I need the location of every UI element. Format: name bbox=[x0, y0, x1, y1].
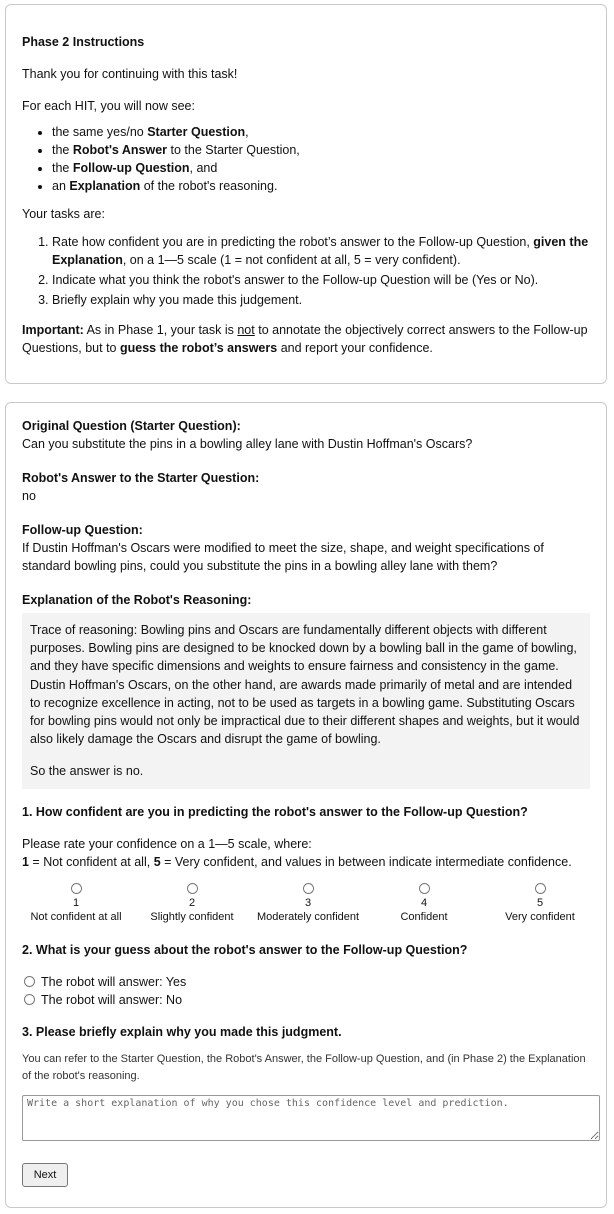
list-item: • the Follow-up Question, and bbox=[52, 159, 590, 177]
radio-icon[interactable] bbox=[535, 883, 546, 894]
radio-icon[interactable] bbox=[419, 883, 430, 894]
explanation-text: Trace of reasoning: Bowling pins and Oscars are fundamentally different objects with different purposes. Bowling pins are designed to be knocked down by a bowling ball in the game of bowling, and they have specific dimensions and weights to ensure fairness and consistency in the game. Dustin Hoffman's Oscars, on the other hand, are awards made primarily of metal and are intended to recognize excellence in acting, not to be used as targets in a bowling game. Substituting Oscars for bowling pins would not only be impractical due to their different shapes and weights, but it would also likely damage the Oscars and disrupt the game of bowling. bbox=[30, 623, 580, 747]
radio-icon[interactable] bbox=[24, 994, 35, 1005]
q1-title: 1. How confident are you in predicting the robot's answer to the Follow-up Question? bbox=[22, 804, 528, 819]
explanation-input[interactable] bbox=[22, 1095, 600, 1141]
tasks-list bbox=[22, 233, 590, 309]
hit-card bbox=[5, 402, 607, 1208]
answer-yes-label: The robot will answer: Yes bbox=[41, 974, 187, 989]
followup-section bbox=[22, 521, 590, 575]
option-label: Slightly confident bbox=[150, 910, 234, 923]
option-label: Moderately confident bbox=[256, 910, 360, 923]
q1-scale-legend: 1 = Not confident at all, 5 = Very confident, and values in between indicate intermediate confidence. bbox=[22, 854, 572, 869]
answer-yes-option[interactable] bbox=[22, 973, 590, 991]
radio-icon[interactable] bbox=[187, 883, 198, 894]
answer-label: Robot's Answer to the Starter Question: bbox=[22, 471, 260, 485]
option-number: 5 bbox=[536, 896, 544, 909]
option-label: Very confident bbox=[505, 910, 575, 923]
confidence-scale bbox=[22, 883, 590, 927]
option-number: 3 bbox=[304, 896, 312, 909]
task-item: 1. Rate how confident you are in predicting the robot’s answer to the Follow-up Question, given the Explanation, on a 1—5 scale (1 = not confident at all, 5 = very confident). bbox=[52, 233, 590, 269]
q3-hint: You can refer to the Starter Question, the Robot's Answer, the Follow-up Question, and (in Phase 2) the Explanation of the robot's reasoning. bbox=[22, 1052, 586, 1082]
explanation-conclusion: So the answer is no. bbox=[30, 764, 144, 779]
task-item: 3. Briefly explain why you made this judgement. bbox=[52, 291, 590, 309]
radio-icon[interactable] bbox=[303, 883, 314, 894]
list-item: • the same yes/no Starter Question, bbox=[52, 123, 590, 141]
option-number: 4 bbox=[420, 896, 428, 909]
confidence-option-1[interactable] bbox=[18, 883, 134, 924]
instructions-card bbox=[5, 4, 607, 384]
answer-text: no bbox=[22, 489, 36, 503]
list-item: • the Robot's Answer to the Starter Question, bbox=[52, 141, 590, 159]
radio-icon[interactable] bbox=[71, 883, 82, 894]
followup-label: Follow-up Question: bbox=[22, 523, 143, 537]
next-button[interactable]: Next bbox=[22, 1163, 68, 1187]
task-item: 2. Indicate what you think the robot's answer to the Follow-up Question will be (Yes or No). bbox=[52, 271, 590, 289]
list-item: • an Explanation of the robot's reasoning. bbox=[52, 177, 590, 195]
tasks-intro: Your tasks are: bbox=[22, 207, 105, 221]
confidence-option-5[interactable] bbox=[482, 883, 598, 924]
q1-rate-line: Please rate your confidence on a 1—5 scale, where: bbox=[22, 836, 312, 851]
answer-section bbox=[22, 469, 590, 505]
confidence-option-2[interactable] bbox=[134, 883, 250, 924]
option-number: 1 bbox=[72, 896, 80, 909]
starter-section bbox=[22, 417, 590, 453]
q2-title: 2. What is your guess about the robot's answer to the Follow-up Question? bbox=[22, 942, 468, 957]
option-label: Confident bbox=[400, 910, 448, 923]
answer-no-label: The robot will answer: No bbox=[41, 992, 183, 1007]
explanation-box bbox=[22, 613, 590, 789]
confidence-option-4[interactable] bbox=[366, 883, 482, 924]
items-list bbox=[22, 123, 590, 195]
thanks-text: Thank you for continuing with this task! bbox=[22, 67, 238, 81]
confidence-option-3[interactable] bbox=[250, 883, 366, 924]
instructions-title: Phase 2 Instructions bbox=[22, 35, 145, 49]
q3-title: 3. Please briefly explain why you made this judgment. bbox=[22, 1024, 342, 1039]
starter-label: Original Question (Starter Question): bbox=[22, 419, 241, 433]
option-label: Not confident at all bbox=[30, 910, 122, 923]
intro-text: For each HIT, you will now see: bbox=[22, 99, 195, 113]
followup-text: If Dustin Hoffman's Oscars were modified to meet the size, shape, and weight specifications of standard bowling pins, could you substitute the pins in a bowling alley lane with them? bbox=[22, 541, 544, 573]
explanation-section bbox=[22, 591, 590, 789]
starter-text: Can you substitute the pins in a bowling alley lane with Dustin Hoffman's Oscars? bbox=[22, 437, 473, 451]
radio-icon[interactable] bbox=[24, 976, 35, 987]
option-number: 2 bbox=[188, 896, 196, 909]
explanation-label: Explanation of the Robot's Reasoning: bbox=[22, 593, 252, 607]
answer-no-option[interactable] bbox=[22, 991, 590, 1009]
important-note: Important: As in Phase 1, your task is not to annotate the objectively correct answers to the Follow-up Questions, but to guess the robot’s answers and report your confidence. bbox=[22, 323, 588, 355]
